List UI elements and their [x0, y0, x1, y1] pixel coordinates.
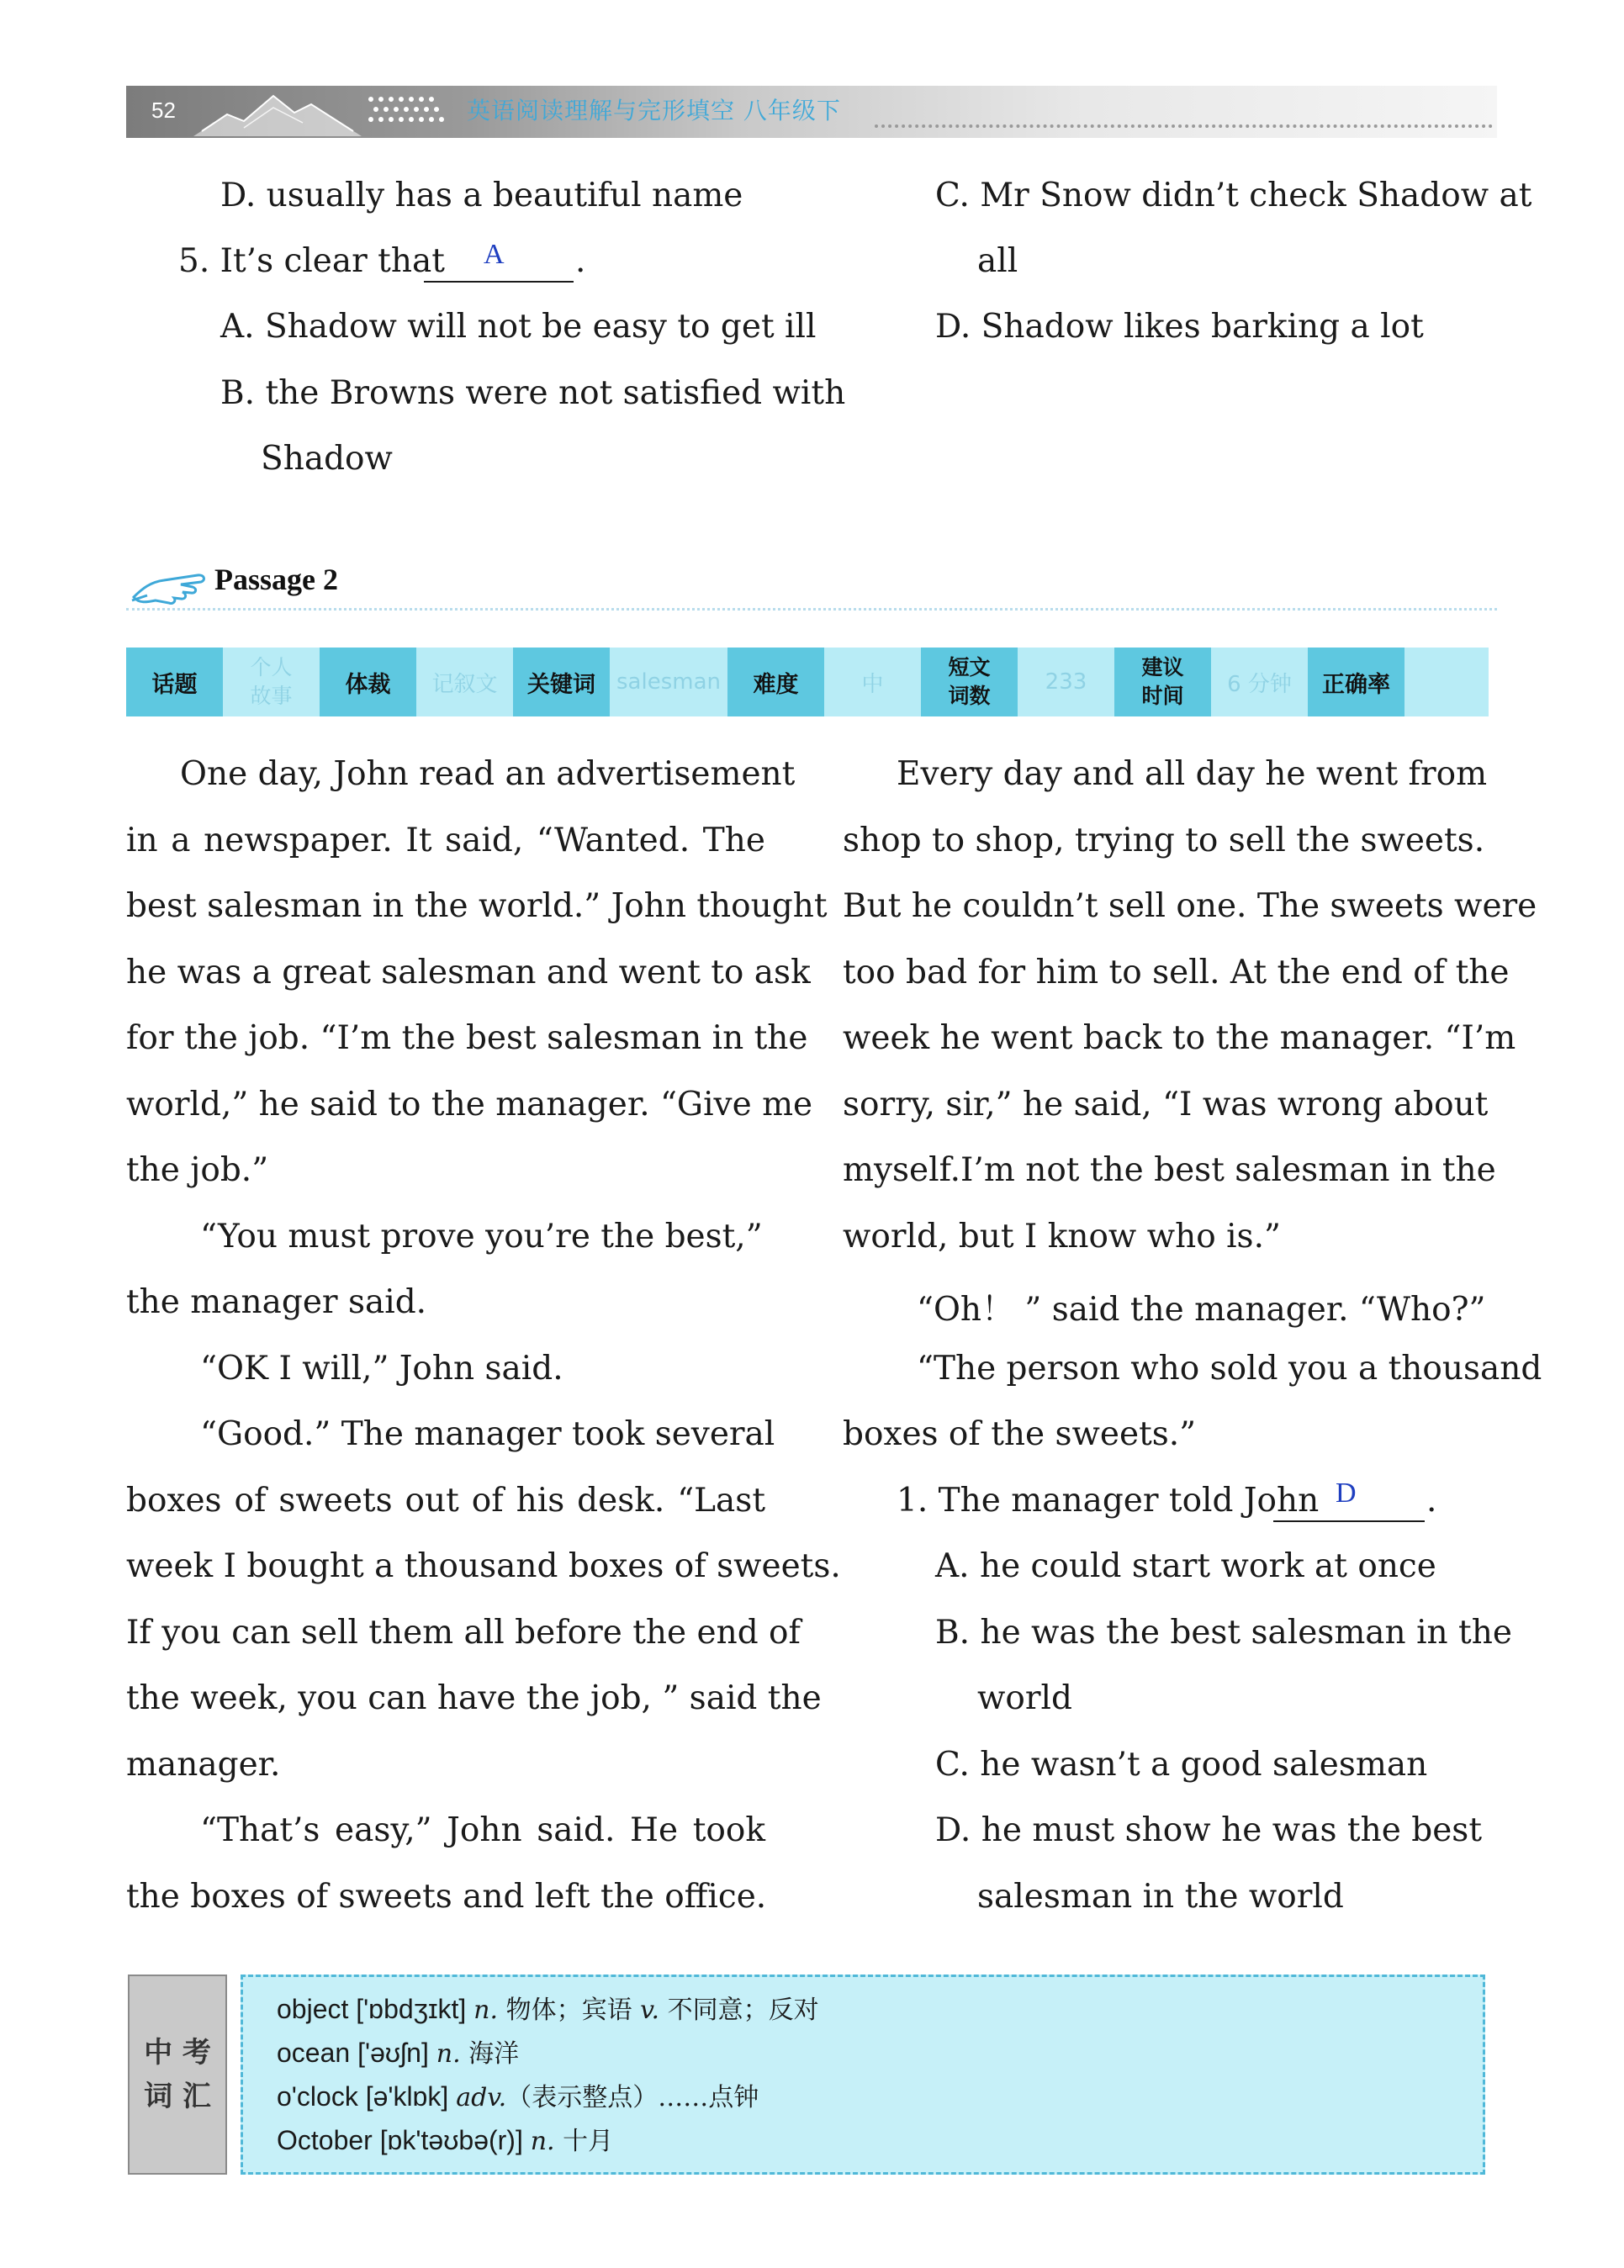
topic-value	[223, 648, 320, 716]
q5-period: .	[575, 242, 586, 280]
vocab-word: o'clock [ə'klɒk]	[277, 2081, 457, 2112]
q5-option-b-line1: B. the Browns were not satisfied with	[220, 374, 846, 412]
q5-prompt: 5. It’s clear that	[178, 242, 445, 280]
q1-answer-blank	[1273, 1520, 1425, 1522]
vocab-label-line1: 中 考	[144, 2036, 211, 2070]
passage-line: “Oh！ ” said the manager. “Who?”	[917, 1291, 1486, 1329]
vocab-item	[277, 2076, 759, 2113]
difficulty-label: 难度	[727, 648, 824, 716]
vocab-pos: n.	[436, 2039, 461, 2069]
time-label	[1114, 648, 1211, 716]
vocab-pos: v.	[640, 1996, 660, 2025]
passage-line: myself.I’m not the best salesman in the	[843, 1151, 1496, 1189]
q5-option-c-line1: C. Mr Snow didn’t check Shadow at	[935, 177, 1532, 214]
page-header	[126, 86, 1497, 138]
passage-line: world, but I know who is.”	[843, 1218, 1281, 1256]
q5-option-d: D. Shadow likes barking a lot	[935, 308, 1424, 346]
vocab-pos: n.	[473, 1996, 499, 2025]
passage-line: week I bought a thousand boxes of sweets.	[126, 1547, 841, 1585]
vocab-pos: n.	[530, 2127, 555, 2156]
vocab-word: October [ɒk'təʊbə(r)]	[277, 2125, 531, 2155]
passage-line: “That’s easy,” John said. He took	[200, 1811, 765, 1849]
wordcount-label-line2: 词数	[948, 684, 991, 708]
passage-line: One day, John read an advertisement	[180, 755, 796, 793]
vocab-item	[277, 2120, 613, 2157]
passage-line: in a newspaper. It said, “Wanted. The	[126, 822, 765, 859]
passage-line: shop to shop, trying to sell the sweets.	[843, 822, 1485, 859]
q1-option-b-line1: B. he was the best salesman in the	[935, 1614, 1512, 1652]
vocab-item	[277, 1989, 819, 2026]
vocab-definition: 海洋	[460, 2039, 520, 2069]
vocab-pos: adv.	[456, 2083, 507, 2112]
topic-label: 话题	[126, 648, 223, 716]
q1-option-d-line2: salesman in the world	[977, 1878, 1344, 1916]
passage-title: Passage 2	[214, 563, 338, 596]
passage-line: boxes of sweets out of his desk. “Last	[126, 1482, 765, 1520]
time-label-line2: 时间	[1141, 684, 1184, 708]
vocab-definition: 十月	[554, 2127, 614, 2156]
vocab-definition: （表示整点）……点钟	[506, 2083, 759, 2112]
vocab-item	[277, 2033, 519, 2070]
difficulty-value: 中	[861, 671, 884, 697]
passage-divider	[126, 608, 1497, 611]
passage-line: the boxes of sweets and left the office.	[126, 1878, 767, 1916]
passage-line: manager.	[126, 1746, 281, 1784]
pointing-hand-icon	[130, 563, 210, 607]
passage-line: sorry, sir,” he said, “I was wrong about	[843, 1086, 1489, 1123]
passage-line: week he went back to the manager. “I’m	[843, 1019, 1516, 1057]
q1-option-a: A. he could start work at once	[935, 1547, 1436, 1585]
q5-answer-blank	[424, 281, 574, 283]
q1-option-d-line1: D. he must show he was the best	[935, 1811, 1482, 1849]
passage-line: for the job. “I’m the best salesman in the	[126, 1019, 808, 1057]
page-number: 52	[151, 98, 176, 123]
vocab-definition: 不同意；反对	[659, 1996, 819, 2025]
q1-answer: D	[1336, 1478, 1357, 1509]
passage-line: “You must prove you’re the best,”	[200, 1218, 763, 1256]
keyword-label: 关键词	[513, 648, 610, 716]
q1-option-c: C. he wasn’t a good salesman	[935, 1746, 1428, 1784]
wordcount-label-line1: 短文	[948, 655, 991, 679]
genre-value: 记叙文	[431, 671, 498, 697]
q1-option-b-line2: world	[977, 1679, 1072, 1717]
header-divider	[875, 124, 1493, 128]
accuracy-label: 正确率	[1308, 648, 1404, 716]
vocab-word: object ['ɒbdʒɪkt]	[277, 1994, 474, 2024]
vocab-box	[241, 1975, 1485, 2175]
passage-line: But he couldn’t sell one. The sweets were	[843, 887, 1537, 925]
q1-prompt: 1. The manager told John	[897, 1482, 1320, 1520]
topic-value-line1: 个人	[250, 655, 293, 679]
genre-label: 体裁	[320, 648, 416, 716]
passage-line: the week, you can have the job, ” said the	[126, 1679, 822, 1717]
passage-line: “OK I will,” John said.	[200, 1350, 563, 1388]
wordcount-label	[921, 648, 1018, 716]
passage-line: “The person who sold you a thousand	[917, 1350, 1542, 1388]
passage-info-bar	[126, 648, 1489, 716]
dots-decoration-icon	[366, 93, 458, 133]
passage-line: If you can sell them all before the end of	[126, 1614, 801, 1652]
passage-line: boxes of the sweets.”	[843, 1415, 1197, 1453]
time-value: 6 分钟	[1227, 671, 1292, 697]
q1-period: .	[1426, 1482, 1437, 1520]
time-label-line1: 建议	[1141, 655, 1184, 679]
mountain-icon	[193, 89, 362, 136]
wordcount-value: 233	[1045, 669, 1087, 695]
passage-line: the job.”	[126, 1151, 269, 1189]
vocab-word: ocean ['əʊʃn]	[277, 2038, 436, 2068]
q5-option-b-line2: Shadow	[261, 440, 393, 478]
passage-line: Every day and all day he went from	[897, 755, 1488, 793]
vocab-label-line2: 词 汇	[144, 2080, 211, 2113]
passage-line: the manager said.	[126, 1283, 427, 1321]
passage-line: he was a great salesman and went to ask	[126, 954, 811, 991]
q5-option-a: A. Shadow will not be easy to get ill	[220, 308, 817, 346]
vocab-definition: 物体；宾语	[498, 1996, 641, 2025]
passage-line: best salesman in the world.” John thought	[126, 887, 828, 925]
q4-option-d: D. usually has a beautiful name	[220, 177, 743, 214]
keyword-value: salesman	[616, 669, 721, 695]
q5-option-c-line2: all	[977, 242, 1018, 280]
passage-line: “Good.” The manager took several	[200, 1415, 775, 1453]
passage-line: too bad for him to sell. At the end of the	[843, 954, 1510, 991]
passage-line: world,” he said to the manager. “Give me	[126, 1086, 813, 1123]
topic-value-line2: 故事	[250, 684, 293, 708]
book-title: 英语阅读理解与完形填空 八年级下	[467, 97, 841, 124]
vocab-label	[128, 1975, 227, 2175]
q5-answer: A	[484, 239, 505, 270]
